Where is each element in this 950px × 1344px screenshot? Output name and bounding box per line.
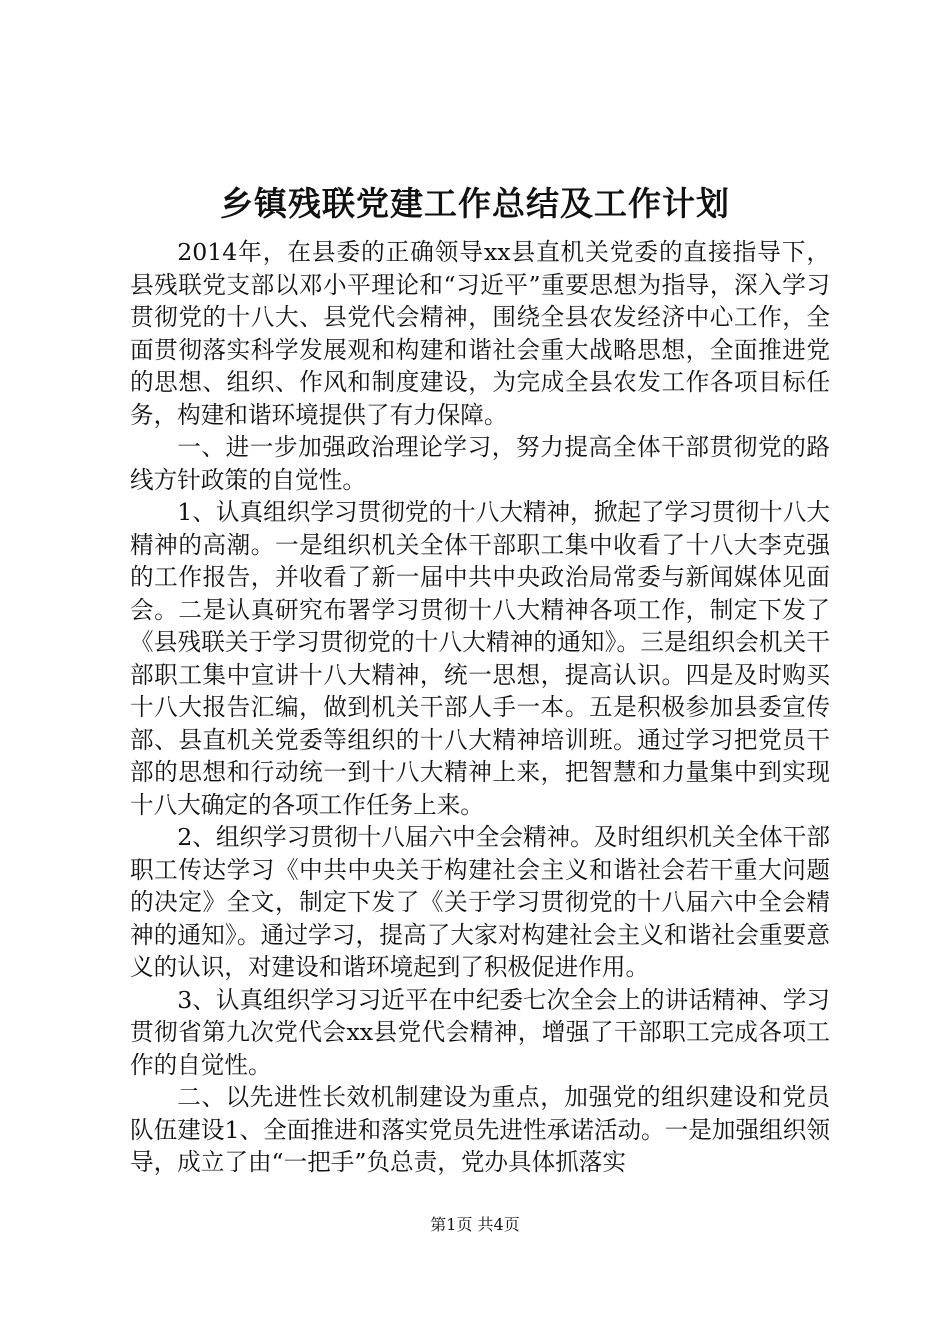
paragraph-item-1: 1、认真组织学习贯彻党的十八大精神，掀起了学习贯彻十八大精神的高潮。一是组织机关全体干部职工集中收看了十八大李克强的工作报告，并收看了新一届中共中央政治局常委与新闻媒体见面会。二是认真研究布署学习贯彻十八大精神各项工作，制定下发了《县残联关于学习贯彻党的十八大精神的通知》。三是组织会机关干部职工集中宣讲十八大精神，统一思想，提高认识。四是及时购买十八大报告汇编，做到机关干部人手一本。五是积极参加县委宣传部、县直机关党委等组织的十八大精神培训班。通过学习把党员干部的思想和行动统一到十八大精神上来，把智慧和力量集中到实现十八大确定的各项工作任务上来。	[130, 498, 830, 819]
paragraph-item-3: 3、认真组织学习习近平在中纪委七次全会上的讲话精神、学习贯彻省第九次党代会xx县党代会精神，增强了干部职工完成各项工作的自觉性。	[130, 985, 830, 1079]
paragraph-section-1-heading: 一、进一步加强政治理论学习，努力提高全体干部贯彻党的路线方针政策的自觉性。	[130, 433, 830, 494]
document-title: 乡镇残联党建工作总结及工作计划	[220, 184, 730, 223]
paragraph-item-2: 2、组织学习贯彻十八届六中全会精神。及时组织机关全体干部职工传达学习《中共中央关于构建社会主义和谐社会若干重大问题的决定》全文，制定下发了《关于学习贯彻党的十八届六中全会精神的通知》。通过学习，提高了大家对构建社会主义和谐社会重要意义的认识，对建设和谐环境起到了积极促进作用。	[130, 823, 830, 981]
paragraph-section-2-heading: 二、以先进性长效机制建设为重点，加强党的组织建设和党员队伍建设1、全面推进和落实党员先进性承诺活动。一是加强组织领导，成立了由“一把手”负总责，党办具体抓落实	[130, 1083, 830, 1176]
page-number-footer: 第1页 共4页	[430, 1215, 520, 1234]
paragraph-intro: 2014年，在县委的正确领导xx县直机关党委的直接指导下，县残联党支部以邓小平理论和“习近平”重要思想为指导，深入学习贯彻党的十八大、县党代会精神，围绕全县农发经济中心工作，全面贯彻落实科学发展观和构建和谐社会重大战略思想，全面推进党的思想、组织、作风和制度建设，为完成全县农发工作各项目标任务，构建和谐环境提供了有力保障。	[130, 238, 830, 429]
document-body	[130, 236, 830, 1179]
